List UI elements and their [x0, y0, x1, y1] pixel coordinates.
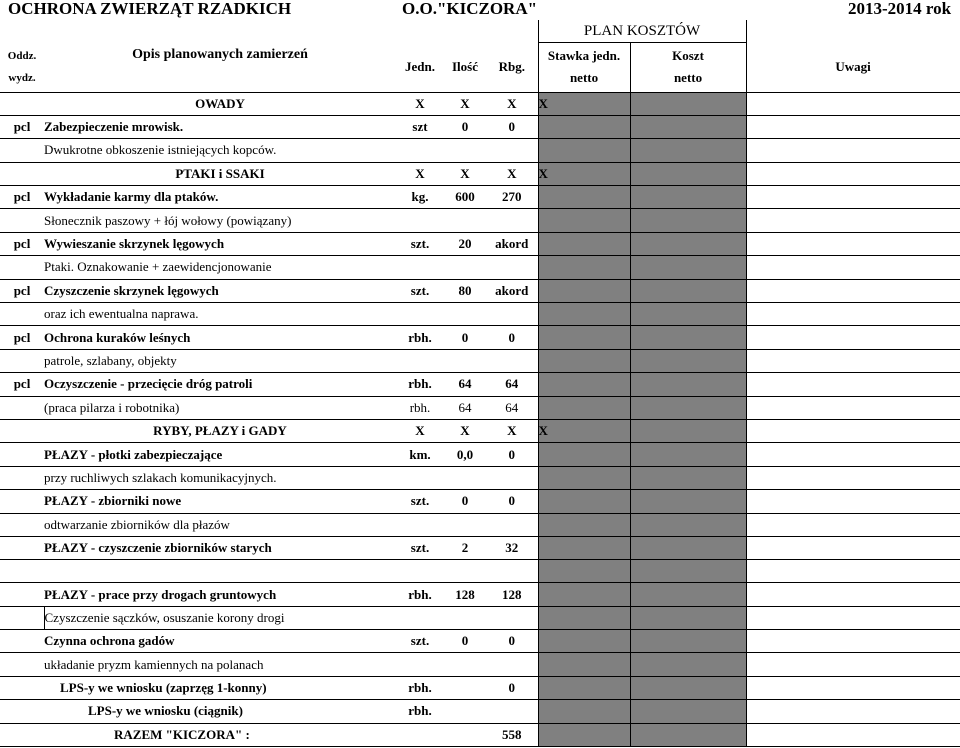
cell-description: Dwukrotne obkoszenie istniejących kopców. — [44, 139, 396, 162]
table-row — [0, 373, 960, 396]
cell-rbg — [486, 606, 538, 629]
cell-cost — [630, 396, 746, 419]
cell-rbg: X — [486, 92, 538, 115]
cell-unit: rbh. — [396, 396, 444, 419]
title-right: 2013-2014 rok — [848, 0, 952, 18]
cell-notes — [746, 466, 960, 489]
cell-rbg — [486, 560, 538, 583]
cell-rate — [538, 606, 630, 629]
cell-notes — [746, 653, 960, 676]
cell-description: Wykładanie karmy dla ptaków. — [44, 186, 396, 209]
cell-rbg: 0 — [486, 490, 538, 513]
cell-rbg: 0 — [486, 115, 538, 138]
cell-quantity: 20 — [444, 232, 486, 255]
cell-oddz — [0, 419, 44, 442]
cell-oddz — [0, 676, 44, 699]
cell-description: PŁAZY - zbiorniki nowe — [44, 490, 396, 513]
table-row — [0, 606, 960, 629]
cell-unit: szt. — [396, 536, 444, 559]
cell-notes — [746, 349, 960, 372]
cell-description: Oczyszczenie - przecięcie dróg patroli — [44, 373, 396, 396]
cell-oddz — [0, 630, 44, 653]
cell-unit: rbh. — [396, 583, 444, 606]
cell-unit: kg. — [396, 186, 444, 209]
cell-cost — [630, 560, 746, 583]
cell-cost — [630, 349, 746, 372]
cell-unit: rbh. — [396, 326, 444, 349]
col-desc: Opis planowanych zamierzeń — [132, 46, 308, 62]
cell-oddz: pcl — [0, 279, 44, 302]
title-center: O.O."KICZORA" — [402, 0, 538, 18]
table-row — [0, 396, 960, 419]
header-row-columns — [0, 43, 960, 93]
cell-rbg: 270 — [486, 186, 538, 209]
cell-description — [44, 560, 396, 583]
cell-quantity: 80 — [444, 279, 486, 302]
cell-oddz — [0, 256, 44, 279]
cell-quantity: 0 — [444, 630, 486, 653]
cell-rbg — [486, 700, 538, 723]
col-cost-netto: netto — [673, 70, 703, 86]
cell-oddz — [0, 443, 44, 466]
cell-rate — [538, 115, 630, 138]
cell-quantity: 0 — [444, 115, 486, 138]
cell-unit: rbh. — [396, 373, 444, 396]
cell-oddz — [0, 466, 44, 489]
col-qty: Ilość — [444, 43, 486, 93]
cell-description: Czyszczenie skrzynek lęgowych — [44, 279, 396, 302]
cell-notes — [746, 630, 960, 653]
table-row — [0, 256, 960, 279]
cell-unit — [396, 256, 444, 279]
header-row-top — [0, 20, 960, 43]
cell-quantity: X — [444, 162, 486, 185]
cell-notes — [746, 606, 960, 629]
cell-oddz — [0, 396, 44, 419]
cell-quantity — [444, 139, 486, 162]
cell-rate — [538, 513, 630, 536]
cell-unit: szt. — [396, 630, 444, 653]
cell-rbg — [486, 513, 538, 536]
cell-unit — [396, 513, 444, 536]
cell-cost — [630, 583, 746, 606]
cell-cost — [630, 303, 746, 326]
cell-notes — [746, 560, 960, 583]
col-notes: Uwagi — [746, 43, 960, 93]
cell-rbg: 32 — [486, 536, 538, 559]
cell-cost — [630, 443, 746, 466]
col-rate: Stawka jedn. — [547, 48, 621, 64]
cell-unit — [396, 349, 444, 372]
cell-notes — [746, 279, 960, 302]
cell-quantity — [444, 653, 486, 676]
cell-quantity — [444, 349, 486, 372]
cell-notes — [746, 443, 960, 466]
cell-quantity — [444, 560, 486, 583]
cell-description: oraz ich ewentualna naprawa. — [44, 303, 396, 326]
cell-description: odtwarzanie zbiorników dla płazów — [44, 513, 396, 536]
cell-rate — [538, 303, 630, 326]
cell-description: Zabezpieczenie mrowisk. — [44, 115, 396, 138]
table-row — [0, 349, 960, 372]
table-row — [0, 490, 960, 513]
cell-description: Ochrona kuraków leśnych — [44, 326, 396, 349]
cell-cost — [630, 92, 746, 115]
table-row — [0, 232, 960, 255]
cell-description: PŁAZY - prace przy drogach gruntowych — [44, 583, 396, 606]
cell-quantity — [444, 303, 486, 326]
cell-cost — [630, 466, 746, 489]
cell-cost — [630, 115, 746, 138]
cell-oddz — [0, 92, 44, 115]
cell-unit: szt. — [396, 232, 444, 255]
cell-rbg — [486, 303, 538, 326]
cell-oddz — [0, 723, 44, 746]
cell-oddz — [0, 209, 44, 232]
cell-quantity: 0 — [444, 326, 486, 349]
cell-unit — [396, 466, 444, 489]
table-row — [0, 443, 960, 466]
table-row — [0, 466, 960, 489]
cell-rate — [538, 676, 630, 699]
cell-unit — [396, 606, 444, 629]
title-left: OCHRONA ZWIERZĄT RZADKICH — [8, 0, 292, 18]
cell-rbg: X — [486, 162, 538, 185]
cell-unit: szt — [396, 115, 444, 138]
table-row — [0, 115, 960, 138]
cell-rate — [538, 653, 630, 676]
cell-rate — [538, 443, 630, 466]
cell-rate — [538, 279, 630, 302]
table-row — [0, 279, 960, 302]
cell-rate — [538, 326, 630, 349]
cell-description: PTAKI i SSAKI — [44, 162, 396, 185]
table-row — [0, 419, 960, 442]
cell-rate — [538, 700, 630, 723]
cell-notes — [746, 92, 960, 115]
cell-cost — [630, 373, 746, 396]
cell-rate — [538, 583, 630, 606]
cell-rate — [538, 256, 630, 279]
cell-unit — [396, 303, 444, 326]
cell-description: RYBY, PŁAZY i GADY — [44, 419, 396, 442]
table-row — [0, 209, 960, 232]
cost-plan-table — [0, 20, 960, 747]
cell-description: (praca pilarza i robotnika) — [44, 396, 396, 419]
cell-rate: X — [538, 92, 630, 115]
cell-quantity: 0 — [444, 490, 486, 513]
cell-description: Słonecznik paszowy + łój wołowy (powiązany) — [44, 209, 396, 232]
cell-notes — [746, 115, 960, 138]
table-row — [0, 303, 960, 326]
cell-description: OWADY — [44, 92, 396, 115]
cell-rbg: 558 — [486, 723, 538, 746]
cell-quantity: 600 — [444, 186, 486, 209]
cell-cost — [630, 700, 746, 723]
cell-rbg: 0 — [486, 676, 538, 699]
cell-cost — [630, 326, 746, 349]
cell-quantity — [444, 209, 486, 232]
cell-rbg — [486, 349, 538, 372]
cell-rate — [538, 232, 630, 255]
cell-unit — [396, 209, 444, 232]
cell-quantity: 2 — [444, 536, 486, 559]
cell-quantity: X — [444, 92, 486, 115]
cell-oddz — [0, 583, 44, 606]
cell-rbg — [486, 653, 538, 676]
cell-rate — [538, 466, 630, 489]
cell-quantity — [444, 466, 486, 489]
cell-notes — [746, 162, 960, 185]
cell-unit — [396, 139, 444, 162]
cell-rbg: 128 — [486, 583, 538, 606]
col-wydz: wydz. — [8, 72, 36, 84]
table-row — [0, 723, 960, 746]
cell-unit: X — [396, 419, 444, 442]
cell-oddz — [0, 513, 44, 536]
cell-rate — [538, 373, 630, 396]
cell-rbg: 64 — [486, 396, 538, 419]
cell-oddz — [0, 653, 44, 676]
cell-oddz — [0, 303, 44, 326]
cell-description: układanie pryzm kamiennych na polanach — [44, 653, 396, 676]
cell-unit: szt. — [396, 490, 444, 513]
cell-description: PŁAZY - płotki zabezpieczające — [44, 443, 396, 466]
cell-rbg: 0 — [486, 630, 538, 653]
cell-quantity — [444, 513, 486, 536]
cell-notes — [746, 303, 960, 326]
cell-cost — [630, 536, 746, 559]
cell-cost — [630, 723, 746, 746]
table-row — [0, 139, 960, 162]
cell-notes — [746, 513, 960, 536]
cell-unit: szt. — [396, 279, 444, 302]
plan-header: PLAN KOSZTÓW — [538, 20, 746, 43]
cell-quantity: 64 — [444, 373, 486, 396]
col-oddz: Oddz. — [7, 50, 37, 62]
cell-notes — [746, 186, 960, 209]
cell-quantity: 128 — [444, 583, 486, 606]
cell-oddz — [0, 139, 44, 162]
cell-description: Czynna ochrona gadów — [44, 630, 396, 653]
document-title-bar — [0, 0, 960, 20]
cell-notes — [746, 676, 960, 699]
cell-notes — [746, 373, 960, 396]
cell-notes — [746, 209, 960, 232]
table-row — [0, 513, 960, 536]
cell-unit: X — [396, 92, 444, 115]
cell-description: LPS-y we wniosku (ciągnik) — [44, 700, 396, 723]
cell-description: LPS-y we wniosku (zaprzęg 1-konny) — [44, 676, 396, 699]
cell-rbg: X — [486, 419, 538, 442]
cell-notes — [746, 232, 960, 255]
cell-oddz — [0, 536, 44, 559]
cell-oddz: pcl — [0, 326, 44, 349]
cell-unit: rbh. — [396, 700, 444, 723]
cell-rbg: akord — [486, 279, 538, 302]
table-row — [0, 92, 960, 115]
cell-description: Czyszczenie sączków, osuszanie korony drogi — [44, 606, 396, 629]
cell-unit — [396, 560, 444, 583]
table-row — [0, 560, 960, 583]
cell-quantity — [444, 256, 486, 279]
table-row — [0, 186, 960, 209]
cell-cost — [630, 279, 746, 302]
cell-notes — [746, 700, 960, 723]
cell-rate — [538, 139, 630, 162]
cell-cost — [630, 209, 746, 232]
cell-cost — [630, 186, 746, 209]
cell-cost — [630, 256, 746, 279]
cell-oddz: pcl — [0, 373, 44, 396]
cell-description: RAZEM "KICZORA" : — [44, 723, 396, 746]
cell-quantity: X — [444, 419, 486, 442]
cell-notes — [746, 326, 960, 349]
table-row — [0, 653, 960, 676]
cell-rate — [538, 186, 630, 209]
cell-notes — [746, 583, 960, 606]
cell-quantity — [444, 676, 486, 699]
cell-cost — [630, 630, 746, 653]
table-row — [0, 162, 960, 185]
col-cost: Koszt — [672, 48, 704, 64]
cell-rate — [538, 536, 630, 559]
cell-description: przy ruchliwych szlakach komunikacyjnych. — [44, 466, 396, 489]
cell-cost — [630, 513, 746, 536]
cell-notes — [746, 723, 960, 746]
table-row — [0, 700, 960, 723]
cell-description: Ptaki. Oznakowanie + zaewidencjonowanie — [44, 256, 396, 279]
cell-rbg — [486, 466, 538, 489]
table-row — [0, 583, 960, 606]
cell-rbg: 0 — [486, 326, 538, 349]
table-row — [0, 536, 960, 559]
cell-oddz — [0, 490, 44, 513]
cell-unit: km. — [396, 443, 444, 466]
cell-notes — [746, 536, 960, 559]
cell-oddz: pcl — [0, 115, 44, 138]
cell-quantity — [444, 723, 486, 746]
cell-quantity — [444, 606, 486, 629]
cell-rate — [538, 560, 630, 583]
cell-rate — [538, 209, 630, 232]
cell-unit — [396, 723, 444, 746]
cell-notes — [746, 490, 960, 513]
cell-notes — [746, 396, 960, 419]
cell-unit — [396, 653, 444, 676]
cell-rate: X — [538, 162, 630, 185]
cell-rate — [538, 490, 630, 513]
cell-cost — [630, 232, 746, 255]
cell-cost — [630, 490, 746, 513]
cell-rbg — [486, 256, 538, 279]
cell-oddz — [0, 162, 44, 185]
table-row — [0, 326, 960, 349]
cell-rbg: 0 — [486, 443, 538, 466]
cell-oddz — [0, 700, 44, 723]
cell-oddz — [0, 349, 44, 372]
cell-rate — [538, 630, 630, 653]
cell-quantity — [444, 700, 486, 723]
cell-rbg — [486, 139, 538, 162]
col-rate-netto: netto — [569, 70, 599, 86]
col-rbg: Rbg. — [486, 43, 538, 93]
cell-quantity: 0,0 — [444, 443, 486, 466]
cell-rate — [538, 396, 630, 419]
cell-oddz — [0, 606, 44, 629]
cell-description: PŁAZY - czyszczenie zbiorników starych — [44, 536, 396, 559]
cell-description: Wywieszanie skrzynek lęgowych — [44, 232, 396, 255]
cell-oddz: pcl — [0, 186, 44, 209]
cell-notes — [746, 139, 960, 162]
cell-cost — [630, 653, 746, 676]
cell-quantity: 64 — [444, 396, 486, 419]
cell-cost — [630, 606, 746, 629]
cell-unit: rbh. — [396, 676, 444, 699]
cell-rate: X — [538, 419, 630, 442]
col-unit: Jedn. — [396, 43, 444, 93]
cell-rbg: akord — [486, 232, 538, 255]
cell-rate — [538, 723, 630, 746]
cell-oddz: pcl — [0, 232, 44, 255]
table-row — [0, 630, 960, 653]
cell-cost — [630, 419, 746, 442]
cell-notes — [746, 256, 960, 279]
cell-notes — [746, 419, 960, 442]
cell-rbg — [486, 209, 538, 232]
table-row — [0, 676, 960, 699]
cell-oddz — [0, 560, 44, 583]
cell-cost — [630, 139, 746, 162]
cell-unit: X — [396, 162, 444, 185]
cell-cost — [630, 676, 746, 699]
cell-cost — [630, 162, 746, 185]
cell-rate — [538, 349, 630, 372]
cell-rbg: 64 — [486, 373, 538, 396]
cell-description: patrole, szlabany, objekty — [44, 349, 396, 372]
